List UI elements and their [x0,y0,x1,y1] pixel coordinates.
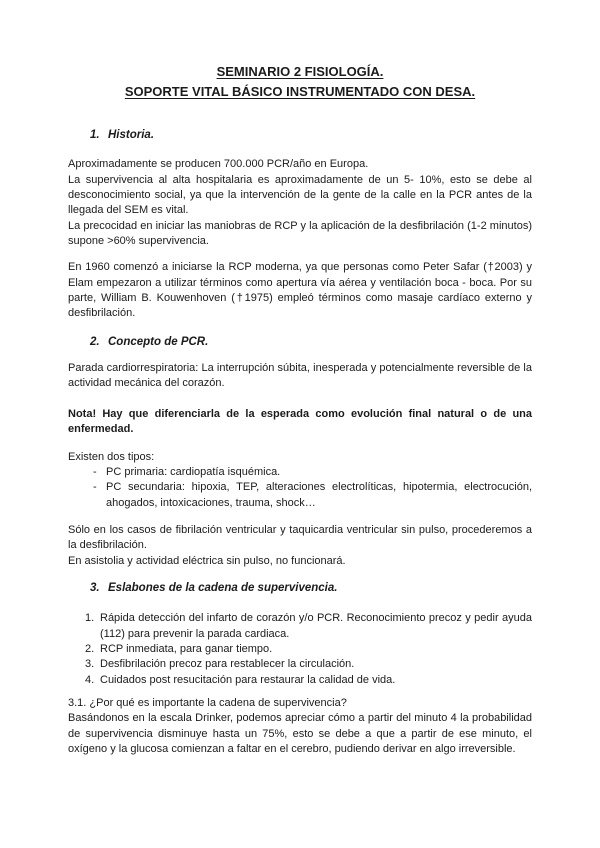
numbered-item-desfibrilacion [85,657,532,672]
heading-text: Eslabones de la cadena de supervivencia. [108,581,338,594]
bullet-item-text: PC secundaria: hipoxia, TEP, alteraciones electrolíticas, hipotermia, electrocución, ahogados, intoxicaciones, trauma, shock… [106,481,532,509]
paragraph-line: Aproximadamente se producen 700.000 PCR/año en Europa. [68,158,369,171]
document-title [68,62,532,102]
heading-number: 2. [90,335,100,348]
bullet-item-text: PC primaria: cardiopatía isquémica. [106,465,281,478]
numbered-item-deteccion [85,611,532,642]
paragraph-importancia-cadena [68,696,532,757]
paragraph-line: Existen dos tipos: [68,450,155,463]
paragraph-line: En 1960 comenzó a iniciarse la RCP moderna, ya que personas como Peter Safar (†2003) y Elam empezaron a utilizar términos como apertura vía aérea y ventilación boca - boca. Por su parte, William B. Kouwenhoven (†1975) empleó términos como masaje cardíaco externo y desfibrilación. [68,261,532,320]
heading-number: 1. [90,129,100,141]
numbered-item-rcp [85,642,532,657]
paragraph-line: 3.1. ¿Por qué es importante la cadena de supervivencia? [68,696,347,709]
note-paragraph: Nota! Hay que diferenciarla de la esperada como evolución final natural o de una enfermedad. [68,407,532,436]
section-heading-historia [90,128,532,143]
numbered-list-eslabones [68,611,532,688]
numbered-item-text: RCP inmediata, para ganar tiempo. [100,642,273,655]
numbered-item-text: Cuidados post resucitación para restaurar la calidad de vida. [100,673,396,686]
heading-text: Concepto de PCR. [108,335,209,348]
paragraph-epidemiologia [68,157,532,249]
paragraph-line: Basándonos en la escala Drinker, podemos apreciar cómo a partir del minuto 4 la probabilidad de supervivencia disminuye hasta un 75%, esto se debe a que a partir de ese minuto, el oxígeno y la glucosa comienzan a faltar en el cerebro, pudiendo derivar en algo irreversible. [68,712,532,755]
dash-marker: - [93,465,97,478]
bullet-item-pc-secundaria [93,480,532,511]
heading-number: 3. [90,581,100,594]
paragraph-definicion-parada [68,361,532,392]
item-number: 4. [85,673,95,686]
document-title-line-2-text: SOPORTE VITAL BÁSICO INSTRUMENTADO CON DESA. [124,84,476,99]
heading-text: Historia. [108,129,155,141]
document-title-line-2 [68,82,532,102]
paragraph-desfibrilacion-casos [68,523,532,569]
paragraph-line: En asistolia y actividad eléctrica sin pulso, no funcionará. [68,554,346,567]
paragraph-line: La precocidad en iniciar las maniobras de RCP y la aplicación de la desfibrilación (1-2 minutos) supone >60% supervivencia. [68,219,532,248]
item-number: 2. [85,642,95,655]
item-number: 1. [85,612,95,625]
item-number: 3. [85,658,95,671]
numbered-item-text: Desfibrilación precoz para restablecer la circulación. [100,658,355,671]
numbered-item-cuidados [85,673,532,688]
paragraph-line: Sólo en los casos de fibrilación ventricular y taquicardia ventricular sin pulso, procederemos a la desfibrilación. [68,523,532,552]
paragraph-historia-1960 [68,260,532,321]
document-title-line-1 [68,62,532,82]
bullet-list-tipos [68,465,532,511]
section-heading-eslabones [90,581,532,596]
paragraph-tipos-intro [68,450,532,465]
paragraph-line: Parada cardiorrespiratoria: La interrupción súbita, inesperada y potencialmente reversible de la actividad mecánica del corazón. [68,362,532,390]
section-heading-concepto-pcr [90,335,532,350]
numbered-item-text: Rápida detección del infarto de corazón y/o PCR. Reconocimiento precoz y pedir ayuda (112) para prevenir la parada cardiaca. [100,612,532,640]
dash-marker: - [93,481,97,494]
bullet-item-pc-primaria [93,465,532,480]
paragraph-line: La supervivencia al alta hospitalaria es aproximadamente de un 5- 10%, esto se debe al desconocimiento social, ya que la intervención de la gente de la calle en la PCR antes de la llegada del SEM es vital. [68,173,532,217]
document-title-line-1-text: SEMINARIO 2 FISIOLOGÍA. [216,64,384,79]
